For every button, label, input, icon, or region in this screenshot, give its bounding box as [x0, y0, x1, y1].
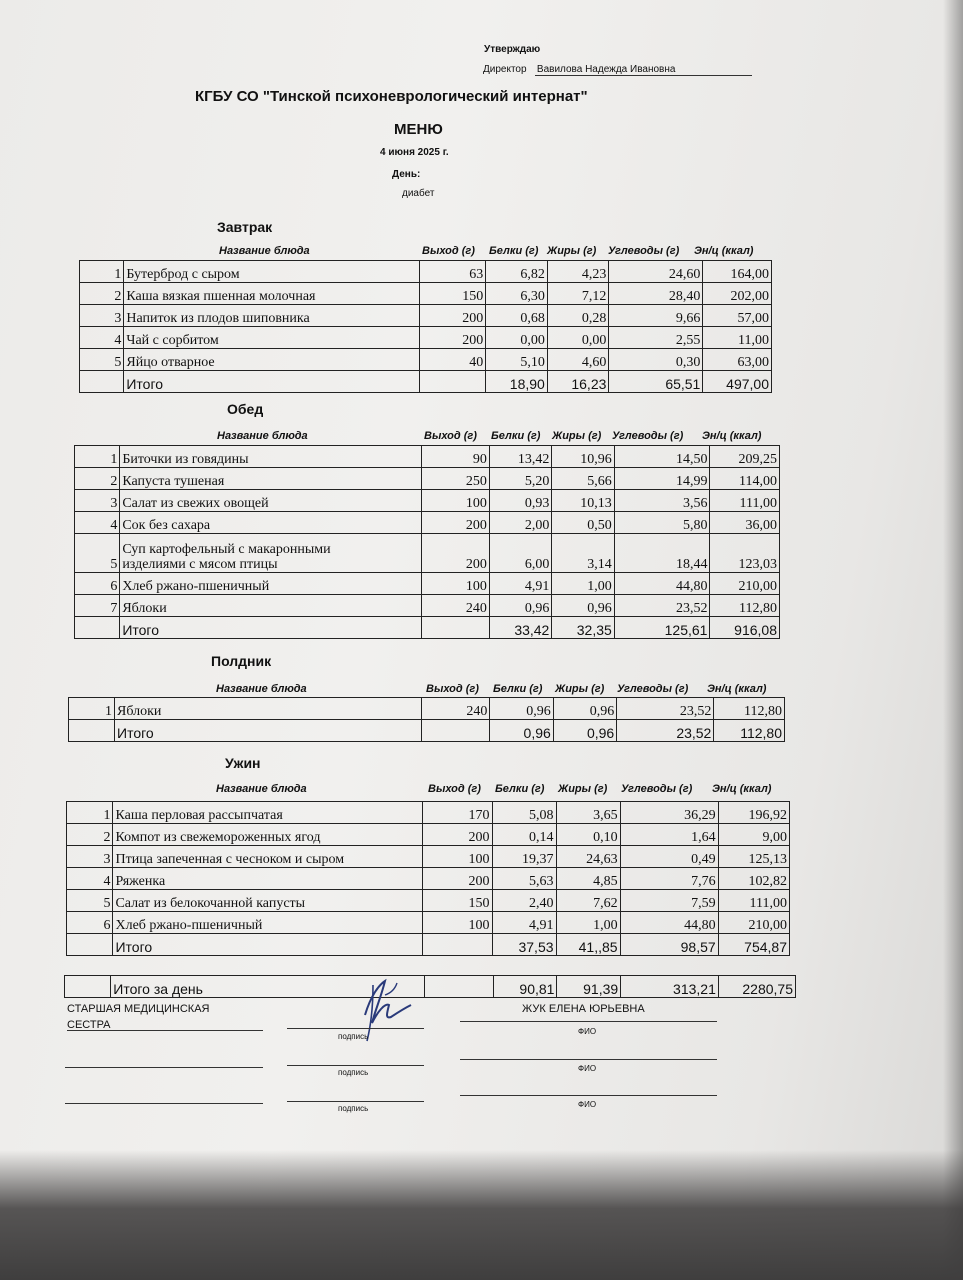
fat-cell: 0,00	[547, 327, 609, 349]
energy-cell: 210,00	[710, 573, 780, 595]
row-number: 1	[67, 802, 113, 824]
total-energy: 916,08	[710, 617, 780, 639]
col-carbs: Углеводы (г)	[617, 683, 689, 695]
col-energy: Эн/ц (ккал)	[707, 683, 767, 695]
dish-name: Сок без сахара	[120, 512, 422, 534]
day-total-label: Итого за день	[111, 976, 425, 998]
col-carbs: Углеводы (г)	[608, 245, 680, 257]
signature-line	[67, 1030, 263, 1031]
row-number: 4	[67, 868, 113, 890]
yield-cell: 100	[423, 912, 492, 934]
row-number: 1	[80, 261, 124, 283]
energy-cell: 164,00	[703, 261, 772, 283]
col-name: Название блюда	[217, 430, 308, 442]
total-label: Итого	[115, 720, 422, 742]
fio-caption: ФИО	[578, 1027, 597, 1036]
energy-cell: 210,00	[718, 912, 789, 934]
dish-name: Каша вязкая пшенная молочная	[124, 283, 420, 305]
dish-name: Хлеб ржано-пшеничный	[113, 912, 423, 934]
carbs-cell: 9,66	[609, 305, 703, 327]
carbs-cell: 2,55	[609, 327, 703, 349]
day-label: День:	[392, 169, 421, 180]
total-protein: 33,42	[489, 617, 551, 639]
table-row	[75, 468, 780, 490]
fio-caption: ФИО	[578, 1064, 597, 1073]
energy-cell: 112,80	[714, 698, 785, 720]
dish-name: Салат из свежих овощей	[120, 490, 422, 512]
protein-cell: 5,08	[492, 802, 556, 824]
day-total-fat: 91,39	[557, 976, 621, 998]
signature-line	[460, 1021, 717, 1022]
carbs-cell: 5,80	[614, 512, 710, 534]
row-number: 5	[75, 534, 120, 573]
table-row	[67, 824, 790, 846]
total-energy: 497,00	[703, 371, 772, 393]
row-number: 3	[80, 305, 124, 327]
column-headers-lunch	[217, 430, 762, 442]
carbs-cell: 36,29	[620, 802, 718, 824]
dish-name: Биточки из говядины	[120, 446, 422, 468]
total-label: Итого	[113, 934, 423, 956]
dish-name: Напиток из плодов шиповника	[124, 305, 420, 327]
yield-cell: 100	[422, 490, 489, 512]
total-protein: 37,53	[492, 934, 556, 956]
fat-cell: 7,12	[547, 283, 609, 305]
energy-cell: 123,03	[710, 534, 780, 573]
total-carbs: 125,61	[614, 617, 710, 639]
fat-cell: 0,96	[552, 595, 614, 617]
row-number: 6	[75, 573, 120, 595]
yield-cell: 200	[422, 534, 489, 573]
fat-cell: 10,96	[552, 446, 614, 468]
fat-cell: 1,00	[552, 573, 614, 595]
protein-cell: 13,42	[489, 446, 551, 468]
fat-cell: 5,66	[552, 468, 614, 490]
protein-cell: 5,63	[492, 868, 556, 890]
signature-line	[65, 1067, 263, 1068]
dish-name: Каша перловая рассыпчатая	[113, 802, 423, 824]
col-fat: Жиры (г)	[552, 430, 602, 442]
protein-cell: 0,00	[486, 327, 548, 349]
yield-cell: 200	[420, 305, 486, 327]
total-label: Итого	[124, 371, 420, 393]
day-total-row	[65, 976, 796, 998]
row-number: 2	[67, 824, 113, 846]
dish-name: Капуста тушеная	[120, 468, 422, 490]
total-label: Итого	[120, 617, 422, 639]
day-total-table	[64, 975, 796, 998]
carbs-cell: 1,64	[620, 824, 718, 846]
total-carbs: 23,52	[617, 720, 714, 742]
fat-cell: 3,14	[552, 534, 614, 573]
signer-position-line2: СЕСТРА	[67, 1019, 111, 1031]
total-energy: 754,87	[718, 934, 789, 956]
menu-date: 4 июня 2025 г.	[380, 147, 449, 158]
yield-cell: 240	[421, 698, 490, 720]
dish-name-line1: Суп картофельный с макаронными	[122, 542, 331, 557]
fio-caption: ФИО	[578, 1100, 597, 1109]
menu-title: МЕНЮ	[394, 121, 443, 138]
yield-cell: 240	[422, 595, 489, 617]
col-carbs: Углеводы (г)	[621, 783, 693, 795]
col-name: Название блюда	[216, 783, 307, 795]
dish-name: Яблоки	[115, 698, 422, 720]
row-number: 5	[80, 349, 124, 371]
dish-name: Ряженка	[113, 868, 423, 890]
fat-cell: 0,96	[553, 698, 616, 720]
lunch-table	[74, 445, 780, 639]
yield-cell: 200	[420, 327, 486, 349]
yield-cell: 100	[423, 846, 492, 868]
dish-name: Бутерброд с сыром	[124, 261, 420, 283]
section-title-breakfast: Завтрак	[217, 219, 273, 235]
col-energy: Эн/ц (ккал)	[694, 245, 754, 257]
org-title: КГБУ СО "Тинской психоневрологический интернат"	[195, 88, 588, 105]
total-carbs: 98,57	[620, 934, 718, 956]
table-row	[67, 890, 790, 912]
dish-name: Чай с сорбитом	[124, 327, 420, 349]
section-title-dinner: Ужин	[225, 755, 261, 771]
dish-name: Птица запеченная с чесноком и сыром	[113, 846, 423, 868]
total-energy: 112,80	[714, 720, 785, 742]
col-carbs: Углеводы (г)	[612, 430, 684, 442]
carbs-cell: 23,52	[614, 595, 710, 617]
director-label: Директор	[483, 64, 527, 75]
row-number: 1	[75, 446, 120, 468]
fat-cell: 0,10	[556, 824, 620, 846]
dish-name: Яблоки	[120, 595, 422, 617]
dish-name: Яйцо отварное	[124, 349, 420, 371]
protein-cell: 0,68	[486, 305, 548, 327]
protein-cell: 5,10	[486, 349, 548, 371]
protein-cell: 0,96	[490, 698, 553, 720]
col-name: Название блюда	[216, 683, 307, 695]
carbs-cell: 0,49	[620, 846, 718, 868]
energy-cell: 102,82	[718, 868, 789, 890]
row-number: 2	[80, 283, 124, 305]
table-row	[67, 912, 790, 934]
total-row	[75, 617, 780, 639]
signature-line	[287, 1065, 424, 1066]
row-number: 3	[75, 490, 120, 512]
carbs-cell: 14,99	[614, 468, 710, 490]
carbs-cell: 28,40	[609, 283, 703, 305]
dish-name: Салат из белокочанной капусты	[113, 890, 423, 912]
col-energy: Эн/ц (ккал)	[712, 783, 772, 795]
signer-name: ЖУК ЕЛЕНА ЮРЬЕВНА	[522, 1003, 645, 1015]
director-line	[483, 64, 752, 76]
table-row	[75, 595, 780, 617]
day-total-energy: 2280,75	[718, 976, 795, 998]
row-number: 1	[69, 698, 115, 720]
table-row	[80, 261, 772, 283]
protein-cell: 4,91	[489, 573, 551, 595]
carbs-cell: 24,60	[609, 261, 703, 283]
column-headers-breakfast	[219, 245, 754, 257]
fat-cell: 24,63	[556, 846, 620, 868]
signer-position-line1: СТАРШАЯ МЕДИЦИНСКАЯ	[67, 1003, 210, 1015]
yield-cell: 170	[423, 802, 492, 824]
diet-type: диабет	[402, 188, 435, 199]
table-row	[67, 802, 790, 824]
fat-cell: 4,85	[556, 868, 620, 890]
protein-cell: 0,93	[489, 490, 551, 512]
protein-cell: 0,96	[489, 595, 551, 617]
dish-name: Компот из свежемороженных ягод	[113, 824, 423, 846]
yield-cell: 150	[420, 283, 486, 305]
protein-cell: 6,00	[489, 534, 551, 573]
total-carbs: 65,51	[609, 371, 703, 393]
total-fat: 16,23	[547, 371, 609, 393]
paper-edge-shadow	[943, 0, 963, 1280]
energy-cell: 196,92	[718, 802, 789, 824]
energy-cell: 112,80	[710, 595, 780, 617]
fat-cell: 0,50	[552, 512, 614, 534]
dish-name	[120, 534, 422, 573]
carbs-cell: 18,44	[614, 534, 710, 573]
table-row	[80, 349, 772, 371]
col-yield: Выход (г)	[426, 683, 479, 695]
energy-cell: 63,00	[703, 349, 772, 371]
energy-cell: 36,00	[710, 512, 780, 534]
total-fat: 41,,85	[556, 934, 620, 956]
row-number: 4	[75, 512, 120, 534]
sign-caption: подпись	[338, 1032, 369, 1041]
protein-cell: 2,40	[492, 890, 556, 912]
fat-cell: 1,00	[556, 912, 620, 934]
fat-cell: 7,62	[556, 890, 620, 912]
table-row	[75, 490, 780, 512]
dinner-table	[66, 801, 790, 956]
protein-cell: 4,91	[492, 912, 556, 934]
signature-line	[65, 1103, 263, 1104]
carbs-cell: 7,59	[620, 890, 718, 912]
col-fat: Жиры (г)	[555, 683, 605, 695]
approve-label: Утверждаю	[484, 44, 541, 55]
energy-cell: 111,00	[718, 890, 789, 912]
total-protein: 18,90	[486, 371, 548, 393]
fat-cell: 0,28	[547, 305, 609, 327]
energy-cell: 9,00	[718, 824, 789, 846]
director-name: Вавилова Надежда Ивановна	[535, 64, 752, 76]
yield-cell: 200	[423, 868, 492, 890]
total-fat: 32,35	[552, 617, 614, 639]
yield-cell: 63	[420, 261, 486, 283]
protein-cell: 6,82	[486, 261, 548, 283]
yield-cell: 40	[420, 349, 486, 371]
energy-cell: 202,00	[703, 283, 772, 305]
carbs-cell: 23,52	[617, 698, 714, 720]
yield-cell: 200	[422, 512, 489, 534]
table-row	[69, 698, 785, 720]
row-number: 7	[75, 595, 120, 617]
col-name: Название блюда	[219, 245, 310, 257]
sign-caption: подпись	[338, 1068, 369, 1077]
energy-cell: 57,00	[703, 305, 772, 327]
yield-cell: 100	[422, 573, 489, 595]
col-yield: Выход (г)	[422, 245, 475, 257]
table-row	[75, 573, 780, 595]
col-fat: Жиры (г)	[558, 783, 608, 795]
table-row	[75, 512, 780, 534]
row-number: 5	[67, 890, 113, 912]
col-protein: Белки (г)	[495, 783, 545, 795]
total-row	[69, 720, 785, 742]
energy-cell: 125,13	[718, 846, 789, 868]
col-protein: Белки (г)	[489, 245, 539, 257]
bottom-shadow	[0, 1150, 963, 1280]
yield-cell: 150	[423, 890, 492, 912]
table-row	[80, 283, 772, 305]
yield-cell: 250	[422, 468, 489, 490]
row-number: 4	[80, 327, 124, 349]
carbs-cell: 44,80	[614, 573, 710, 595]
row-number: 6	[67, 912, 113, 934]
total-row	[80, 371, 772, 393]
energy-cell: 114,00	[710, 468, 780, 490]
protein-cell: 0,14	[492, 824, 556, 846]
dish-name-line2: изделиями с мясом птицы	[122, 557, 278, 572]
column-headers-snack	[216, 683, 767, 695]
signature-line	[287, 1101, 424, 1102]
col-protein: Белки (г)	[493, 683, 543, 695]
carbs-cell: 44,80	[620, 912, 718, 934]
table-row	[75, 534, 780, 573]
yield-cell: 200	[423, 824, 492, 846]
col-yield: Выход (г)	[428, 783, 481, 795]
protein-cell: 19,37	[492, 846, 556, 868]
section-title-snack: Полдник	[211, 653, 272, 669]
protein-cell: 5,20	[489, 468, 551, 490]
col-fat: Жиры (г)	[547, 245, 597, 257]
carbs-cell: 7,76	[620, 868, 718, 890]
protein-cell: 6,30	[486, 283, 548, 305]
day-total-carbs: 313,21	[621, 976, 719, 998]
total-row	[67, 934, 790, 956]
row-number: 2	[75, 468, 120, 490]
carbs-cell: 14,50	[614, 446, 710, 468]
column-headers-dinner	[216, 783, 772, 795]
signature-line	[287, 1028, 424, 1029]
breakfast-table	[79, 260, 772, 393]
col-energy: Эн/ц (ккал)	[702, 430, 762, 442]
snack-table	[68, 697, 785, 742]
table-row	[75, 446, 780, 468]
col-protein: Белки (г)	[491, 430, 541, 442]
row-number: 3	[67, 846, 113, 868]
col-yield: Выход (г)	[424, 430, 477, 442]
sign-caption: подпись	[338, 1104, 369, 1113]
dish-name: Хлеб ржано-пшеничный	[120, 573, 422, 595]
energy-cell: 11,00	[703, 327, 772, 349]
table-row	[67, 868, 790, 890]
signature-line	[460, 1059, 717, 1060]
table-row	[80, 327, 772, 349]
protein-cell: 2,00	[489, 512, 551, 534]
fat-cell: 4,60	[547, 349, 609, 371]
carbs-cell: 3,56	[614, 490, 710, 512]
table-row	[67, 846, 790, 868]
fat-cell: 3,65	[556, 802, 620, 824]
yield-cell: 90	[422, 446, 489, 468]
fat-cell: 10,13	[552, 490, 614, 512]
energy-cell: 111,00	[710, 490, 780, 512]
total-fat: 0,96	[553, 720, 616, 742]
total-protein: 0,96	[490, 720, 553, 742]
fat-cell: 4,23	[547, 261, 609, 283]
energy-cell: 209,25	[710, 446, 780, 468]
table-row	[80, 305, 772, 327]
signature-line	[460, 1095, 717, 1096]
carbs-cell: 0,30	[609, 349, 703, 371]
day-total-protein: 90,81	[493, 976, 557, 998]
section-title-lunch: Обед	[227, 401, 264, 417]
